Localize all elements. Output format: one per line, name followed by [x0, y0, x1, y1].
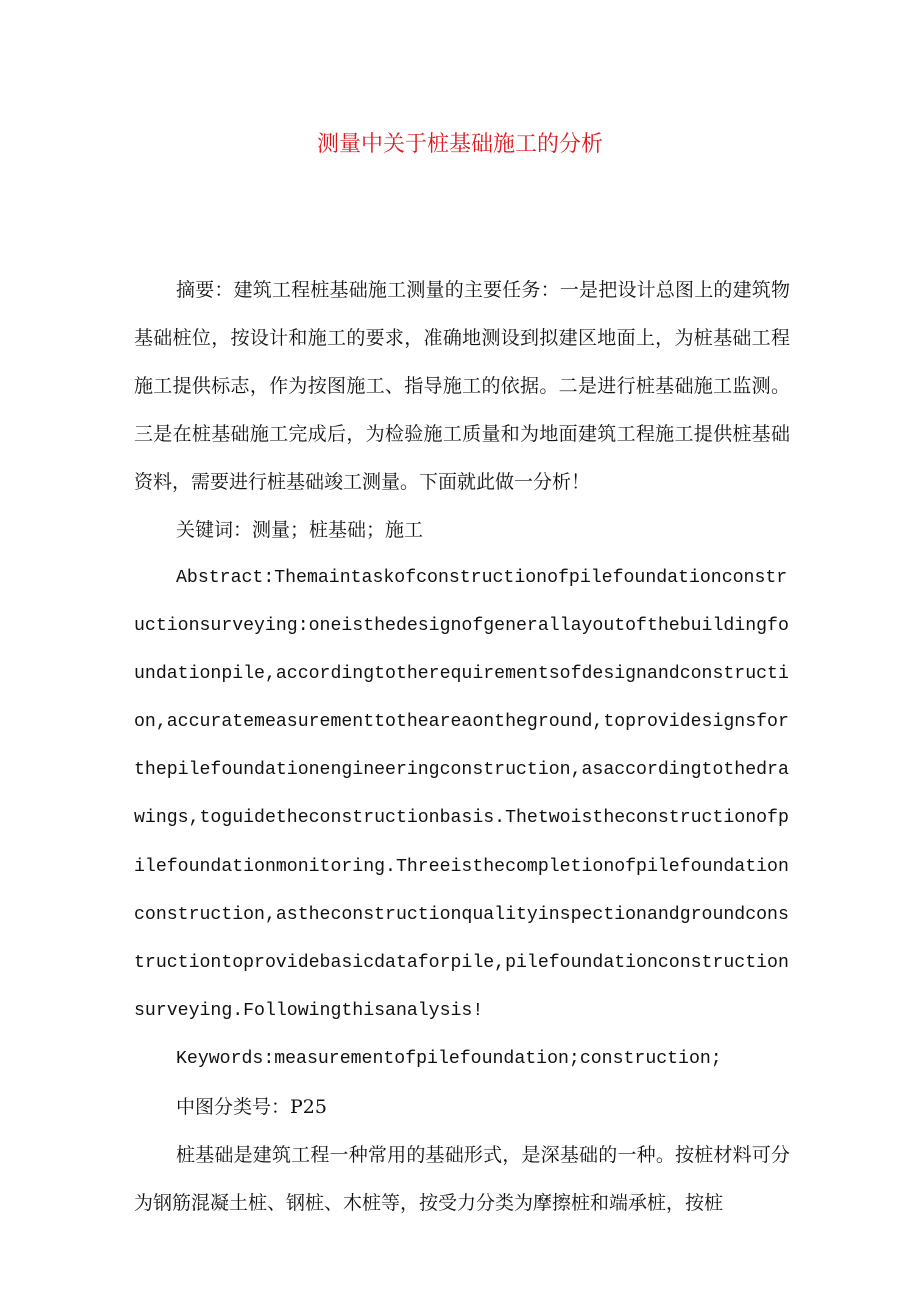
keywords-en: Keywords:measurementofpilefoundation;construction;: [176, 1048, 722, 1069]
abstract-en: Abstract:Themaintaskofconstructionofpilefoundationconstructionsurveying:oneisthedesignofgenerallayoutofthebuildingfoundationpile,accordingtotherequirementsofdesignandconstruction,accuratemeasurementtotheareaontheground,toprovidesignsforthepilefoundationengineeringconstruction,asaccordingtothedrawings,toguidetheconstructionbasis.Thetwoistheconstructionofpilefoundationmonitoring.Threeisthecompletionofpilefoundationconstruction,astheconstructionqualityinspectionandgroundconstructiontoprovidebasicdataforpile,pilefoundationconstructionsurveying.Followingthisanalysis!: [134, 568, 789, 1021]
keywords-cn: 关键词：测量；桩基础；施工: [176, 519, 424, 541]
classification-number: 中图分类号：P25: [176, 1096, 327, 1119]
intro-paragraph: 桩基础是建筑工程一种常用的基础形式，是深基础的一种。按桩材料可分为钢筋混凝土桩、钢桩、木桩等，按受力分类为摩擦桩和端承桩，按桩: [134, 1144, 790, 1215]
document-body: [134, 266, 790, 1227]
document-title: 测量中关于桩基础施工的分析: [316, 132, 603, 157]
abstract-cn: 摘要：建筑工程桩基础施工测量的主要任务：一是把设计总图上的建筑物基础桩位，按设计和施工的要求，准确地测设到拟建区地面上，为桩基础工程施工提供标志，作为按图施工、指导施工的依据。二是进行桩基础施工监测。三是在桩基础施工完成后，为检验施工质量和为地面建筑工程施工提供桩基础资料，需要进行桩基础竣工测量。下面就此做一分析！: [134, 279, 790, 493]
